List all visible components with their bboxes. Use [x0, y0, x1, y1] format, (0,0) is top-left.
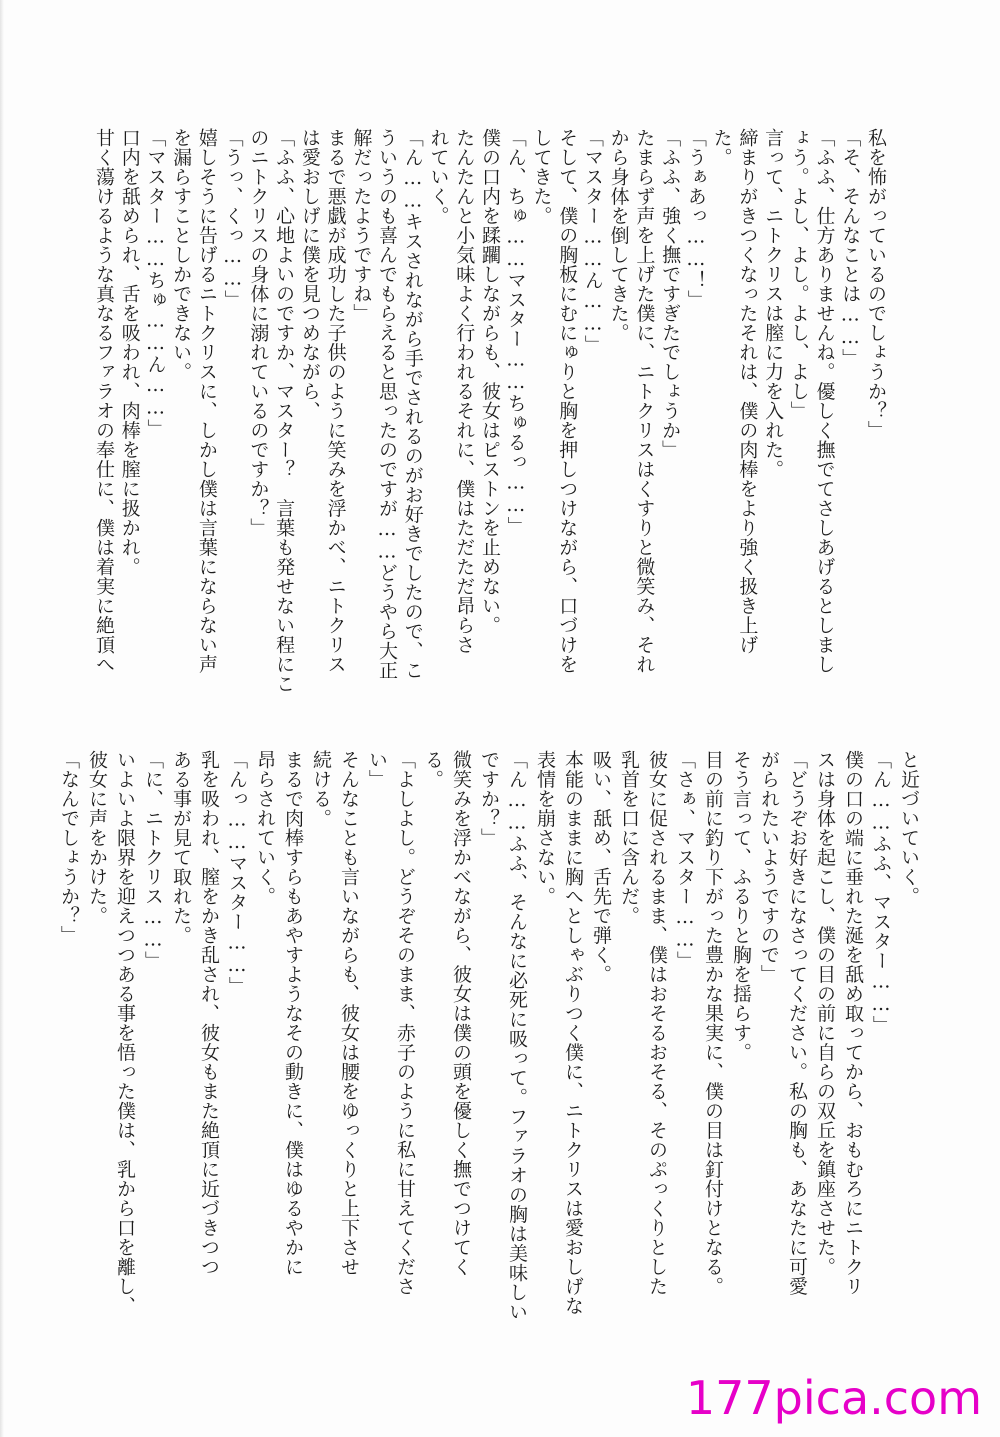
text-column: 「よしよし。どうぞそのまま、赤子のように私に甘えてくださ [394, 750, 416, 1296]
text-column: 「んっ……マスター……」 [226, 750, 248, 996]
text-column: 目の前に釣り下がった豊かな果実に、僕の目は釘付けとなる。 [702, 750, 724, 1296]
text-column: 「ん……ふふ、そんなに必死に吸って。ファラオの胸は美味しい [506, 750, 528, 1322]
text-column: 「ん、ちゅ……マスター……ちゅるっ……」 [504, 128, 527, 536]
text-column: 乳首を口に含んだ。 [618, 750, 640, 926]
text-column: 「ふふ、強く撫ですぎたでしょうか」 [659, 128, 682, 460]
text-column: た。 [710, 128, 733, 167]
text-column: ういうのも喜んでもらえると思ったのですが……どうやら大正 [376, 128, 399, 680]
text-column: ょう。よし、よし。よし、よし」 [787, 128, 810, 421]
text-column: スは身体を起こし、僕の目の前に自らの双丘を鎮座させた。 [814, 750, 836, 1277]
text-column: 微笑みを浮かべながら、彼女は僕の頭を優しく撫でつけてく [450, 750, 472, 1277]
text-column: まるで悪戯が成功した子供のように笑みを浮かべ、ニトクリス [324, 128, 347, 674]
text-column: 「ふふ、仕方ありませんね。優しく撫でてさしあげるとしまし [813, 128, 836, 674]
text-column: 「ふふ、心地よいのですか、マスター？ 言葉も発せない程にこ [273, 128, 296, 694]
text-column: 言って、ニトクリスは膣に力を入れた。 [762, 128, 785, 479]
text-column: れていく。 [427, 128, 450, 226]
text-column: まるで肉棒すらもあやすようなその動きに、僕はゆるやかに [282, 750, 304, 1277]
text-column: がられたいようですので」 [758, 750, 780, 984]
text-column: ある事が見て取れた。 [170, 750, 192, 945]
text-column: い」 [366, 750, 388, 789]
text-column: 僕の口の端に垂れた涎を舐め取ってから、おもむろにニトクリ [842, 750, 864, 1296]
text-column: 「ん……ふふ、マスター……」 [870, 750, 892, 1035]
text-column: 続ける。 [310, 750, 332, 828]
text-column: 「マスター……ちゅ……ん……」 [144, 128, 167, 439]
text-column: たんたんと小気味よく行われるそれに、僕はただただ昂らさ [453, 128, 476, 655]
text-column: 「ん……キスされながら手でされるのがお好きでしたので、こ [401, 128, 424, 680]
text-column: 吸い、舐め、舌先で弾く。 [590, 750, 612, 984]
text-column: は愛おしげに僕を見つめながら、 [298, 128, 321, 421]
text-column: 乳を吸われ、膣をかき乱され、彼女もまた絶頂に近づきつつ [198, 750, 220, 1277]
text-column: 表情を崩さない。 [534, 750, 556, 906]
text-column: そう言って、ふるりと胸を揺らす。 [730, 750, 752, 1062]
text-column: ですか？」 [478, 750, 500, 848]
text-column: 口内を舐められ、舌を吸われ、肉棒を膣に扱かれ。 [118, 128, 141, 577]
text-column: 「うっ、くっ……」 [221, 128, 244, 310]
text-column: 「マスター……ん……」 [581, 128, 604, 355]
text-column: そんなことも言いながらも、彼女は腰をゆっくりと上下させ [338, 750, 360, 1277]
site-watermark: 177pica.com [685, 1371, 982, 1425]
text-column: 本能のままに胸へとしゃぶりつく僕に、ニトクリスは愛おしげな [562, 750, 584, 1316]
text-column: 「さぁ、マスター……」 [674, 750, 696, 971]
text-column: たまらず声を上げた僕に、ニトクリスはくすりと微笑み、それ [633, 128, 656, 674]
text-column: 「うぁあっ……！」 [684, 128, 707, 310]
text-column: いよいよ限界を迎えつつある事を悟った僕は、乳から口を離し、 [114, 750, 136, 1316]
text-column: 「に、ニトクリス……」 [142, 750, 164, 971]
text-column: 「なんでしょうか？」 [58, 750, 80, 945]
text-column: のニトクリスの身体に溺れているのですか？」 [247, 128, 270, 538]
bottom-text-block [55, 750, 923, 1362]
text-column: 「そ、そんなことは……」 [839, 128, 862, 368]
text-column: 僕の口内を蹂躙しながらも、彼女はピストンを止めない。 [478, 128, 501, 635]
text-column: と近づいていく。 [898, 750, 920, 906]
text-column: 嬉しそうに告げるニトクリスに、しかし僕は言葉にならない声 [195, 128, 218, 674]
text-column: してきた。 [530, 128, 553, 226]
scan-edge-shadow [0, 0, 4, 1437]
text-column: を漏らすことしかできない。 [170, 128, 193, 382]
text-column: る。 [422, 750, 444, 789]
top-text-block [92, 128, 890, 738]
text-column: 解だったようですね」 [350, 128, 373, 323]
text-column: そして、僕の胸板にむにゅりと胸を押しつけながら、口づけを [556, 128, 579, 674]
text-column: 昂らされていく。 [254, 750, 276, 906]
text-column: 「どうぞお好きになさってください。私の胸も、あなたに可愛 [786, 750, 808, 1296]
text-column: 甘く蕩けるような真なるファラオの奉仕に、僕は着実に絶頂へ [92, 128, 115, 674]
text-column: 彼女に促されるまま、僕はおそるおそる、そのぷっくりとした [646, 750, 668, 1296]
text-column: 彼女に声をかけた。 [86, 750, 108, 926]
text-column: 私を怖がっているのでしょうか？」 [865, 128, 887, 440]
text-column: から身体を倒してきた。 [607, 128, 630, 343]
text-column: 締まりがきつくなったそれは、僕の肉棒をより強く扱き上げ [736, 128, 759, 655]
